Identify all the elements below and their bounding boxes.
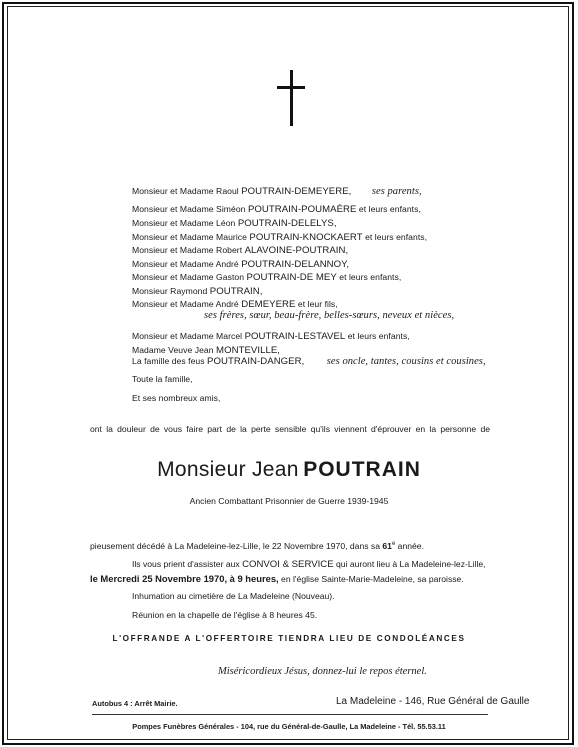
convoi-line: Ils vous prient d'assister aux CONVOI & SERVICE qui auront lieu à La Madeleine-lez-Lille, [132, 559, 486, 570]
family-line: Monsieur et Madame Gaston POUTRAIN-DE MEY et leurs enfants, [132, 272, 402, 283]
address: La Madeleine - 146, Rue Général de Gaulle [336, 696, 530, 707]
family-line: Monsieur et Madame Raoul POUTRAIN-DEMEYERE, ses parents, [132, 186, 422, 197]
family-note: ses frères, sœur, beau-frère, belles-sœurs, neveux et nièces, [204, 310, 455, 321]
family-line: Monsieur et Madame André POUTRAIN-DELANNOY, [132, 259, 350, 270]
toute-famille: Toute la famille, [132, 374, 193, 384]
subtitle: Ancien Combattant Prisonnier de Guerre 1939-1945 [189, 496, 389, 506]
date-line: le Mercredi 25 Novembre 1970, à 9 heures, en l'église Sainte-Marie-Madeleine, sa paroisse. [90, 573, 464, 584]
cross-icon [277, 70, 305, 126]
footer-funeral-home: Pompes Funèbres Générales - 104, rue du Général-de-Gaulle, La Madeleine - Tél. 55.53.11 [132, 722, 446, 731]
announcement: ont la douleur de vous faire part de la perte sensible qu'ils viennent d'éprouver en la personne de [90, 424, 490, 434]
divider [92, 714, 488, 715]
family-line: Monsieur Raymond POUTRAIN, [132, 286, 263, 297]
family-line: Monsieur et Madame Robert ALAVOINE-POUTRAIN, [132, 245, 349, 256]
deceased-name: Monsieur Jean POUTRAIN [157, 458, 421, 481]
inhumation-line: Inhumation au cimetière de La Madeleine (Nouveau). [132, 591, 335, 601]
deces-line: pieusement décédé à La Madeleine-lez-Lille, le 22 Novembre 1970, dans sa 61e année. [90, 541, 424, 551]
amis: Et ses nombreux amis, [132, 393, 221, 403]
family-line: La famille des feus POUTRAIN-DANGER, ses oncle, tantes, cousins et cousines, [132, 356, 486, 367]
family-line: Monsieur et Madame Léon POUTRAIN-DELELYS, [132, 218, 337, 229]
family-line: Monsieur et Madame Siméon POUTRAIN-POUMAÈRE et leurs enfants, [132, 204, 421, 215]
family-line: Monsieur et Madame André DEMEYERE et leur fils, [132, 299, 338, 310]
reunion-line: Réunion en la chapelle de l'église à 8 heures 45. [132, 610, 318, 620]
family-line: Madame Veuve Jean MONTEVILLE, [132, 345, 281, 356]
offrande-notice: L'OFFRANDE A L'OFFERTOIRE TIENDRA LIEU DE CONDOLÉANCES [112, 634, 466, 643]
prayer: Miséricordieux Jésus, donnez-lui le repos éternel. [218, 666, 427, 677]
family-line: Monsieur et Madame Maurice POUTRAIN-KNOCKAERT et leurs enfants, [132, 232, 428, 243]
bus-info: Autobus 4 : Arrêt Mairie. [92, 699, 178, 708]
family-line: Monsieur et Madame Marcel POUTRAIN-LESTAVEL et leurs enfants, [132, 331, 410, 342]
